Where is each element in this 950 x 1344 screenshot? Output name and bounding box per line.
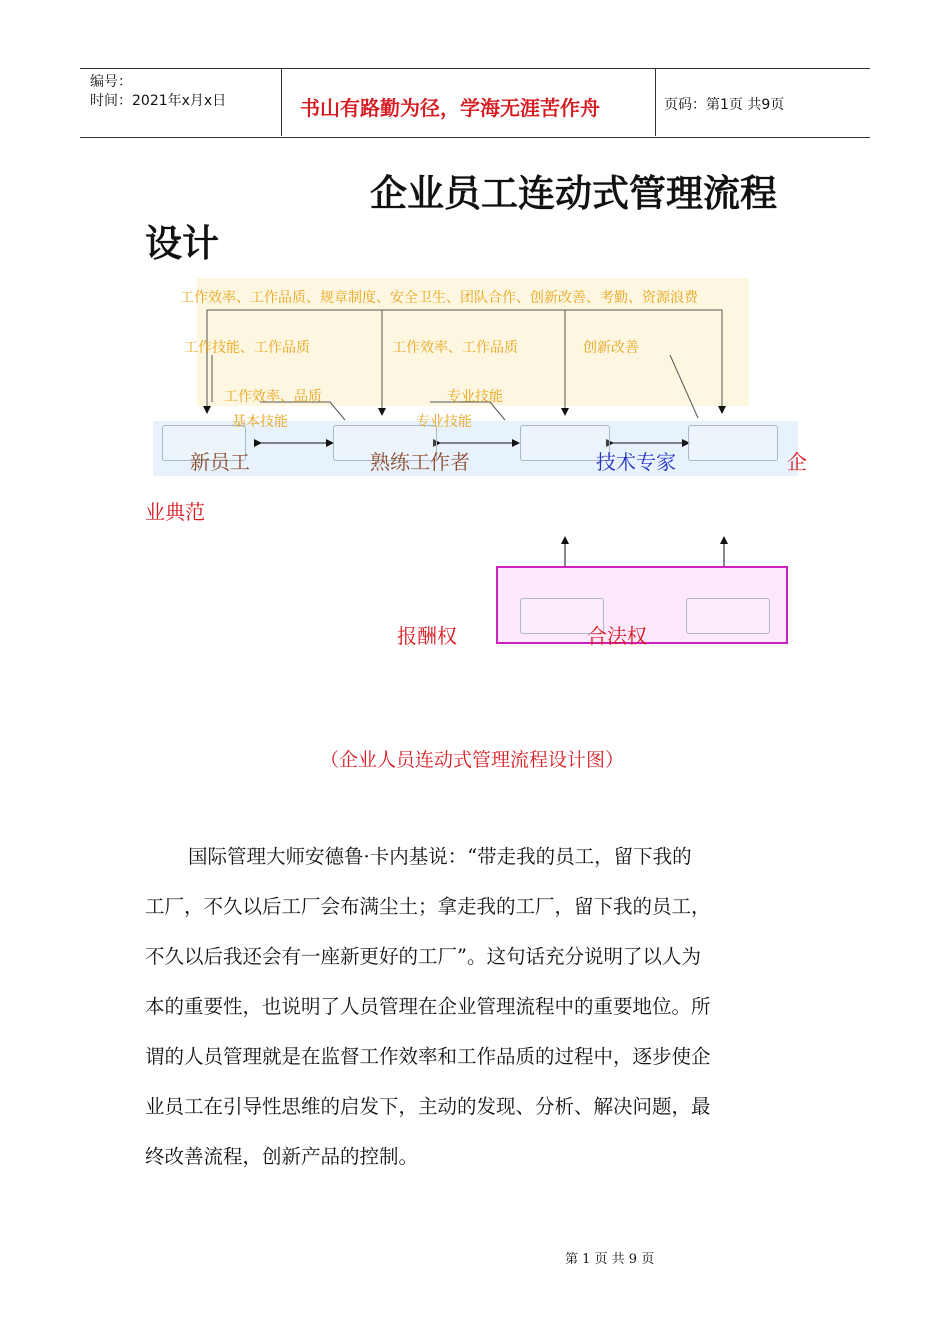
paragraph-line: 业员工在引导性思维的启发下，主动的发现、分析、解决问题，最 — [145, 1095, 711, 1118]
legal-right-label: 合法权 — [587, 624, 647, 648]
paragraph-line: 国际管理大师安德鲁·卡内基说：“带走我的员工，留下我的 — [188, 845, 692, 868]
page-footer: 第 1 页 共 9 页 — [565, 1252, 655, 1267]
page-title: 企业员工连动式管理流程 — [370, 172, 777, 215]
node-skilled-worker: 熟练工作者 — [370, 450, 470, 474]
paragraph-line: 不久以后我还会有一座新更好的工厂”。这句话充分说明了以人为 — [145, 945, 701, 968]
page-title-continued: 设计 — [145, 222, 219, 265]
node-enterprise-model: 企 — [787, 450, 807, 474]
page-info: 页码：第1页 共9页 — [664, 97, 785, 113]
sub-criteria-right-top: 专业技能 — [447, 389, 503, 405]
node-enterprise-model-continued: 业典范 — [145, 500, 205, 524]
motto: 书山有路勤为径，学海无涯苦作舟 — [300, 96, 600, 120]
paragraph-line: 终改善流程，创新产品的控制。 — [145, 1145, 419, 1168]
reward-right-label: 报酬权 — [397, 624, 457, 648]
node-tech-expert: 技术专家 — [596, 450, 676, 474]
paragraph-line: 工厂，不久以后工厂会布满尘土；拿走我的工厂，留下我的员工， — [145, 895, 711, 918]
sub-criteria-left-top: 工作效率、品质 — [224, 389, 322, 405]
sub-criteria-left-bottom: 基本技能 — [232, 414, 288, 430]
criteria-new: 工作技能、工作品质 — [184, 340, 310, 356]
diagram-caption: （企业人员连动式管理流程设计图） — [320, 749, 625, 771]
top-criteria: 工作效率、工作品质、规章制度、安全卫生、团队合作、创新改善、考勤、资源浪费 — [180, 290, 698, 306]
paragraph-line: 本的重要性，也说明了人员管理在企业管理流程中的重要地位。所 — [145, 995, 711, 1018]
rights-box-right — [686, 598, 770, 634]
time-label: 时间：2021年x月x日 — [90, 93, 227, 109]
paragraph-line: 谓的人员管理就是在监督工作效率和工作品质的过程中，逐步使企 — [145, 1045, 711, 1068]
number-label: 编号： — [90, 74, 132, 90]
criteria-expert: 创新改善 — [583, 340, 639, 356]
stage-box-model — [688, 425, 778, 461]
node-new-employee: 新员工 — [190, 450, 250, 474]
sub-criteria-right-bottom: 专业技能 — [416, 414, 472, 430]
criteria-skilled: 工作效率、工作品质 — [392, 340, 518, 356]
